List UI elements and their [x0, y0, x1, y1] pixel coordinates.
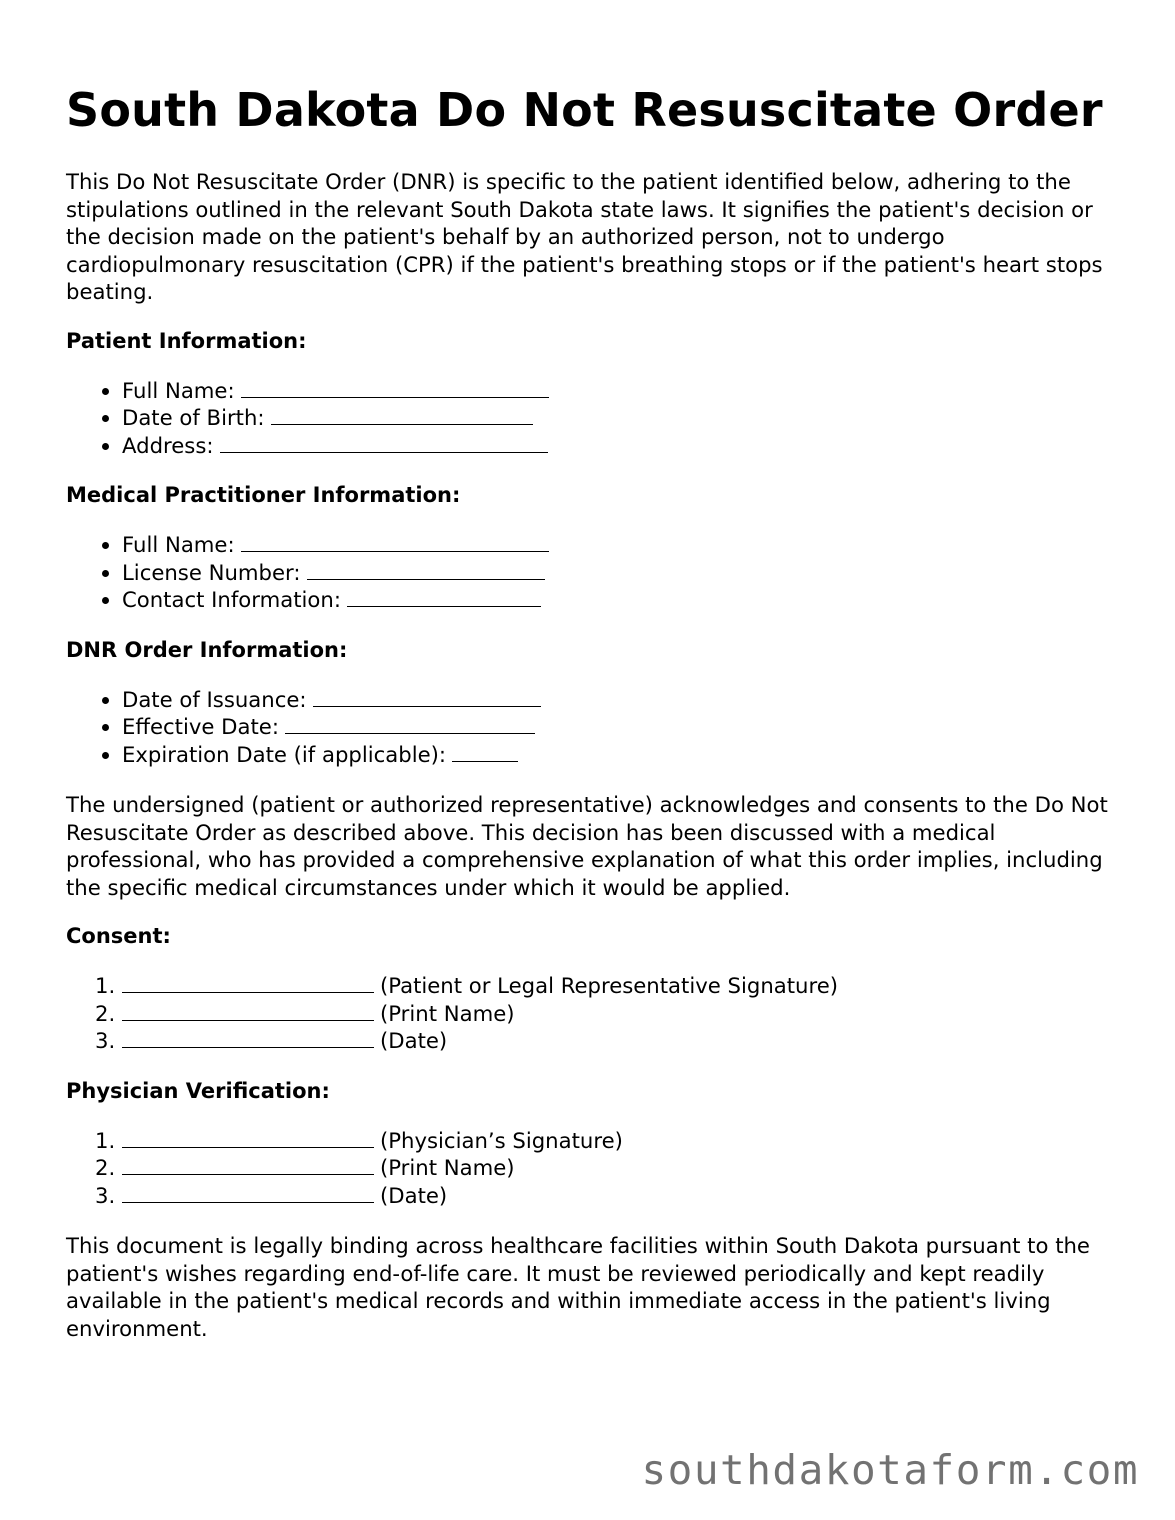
- practitioner-full-name-blank[interactable]: [241, 531, 549, 552]
- practitioner-fields: [66, 531, 1126, 614]
- dnr-heading: DNR Order Information:: [66, 637, 348, 662]
- consent-print-name-blank[interactable]: [122, 1000, 374, 1021]
- watermark: southdakotaform.com: [641, 1446, 1139, 1494]
- practitioner-contact-blank[interactable]: [347, 586, 541, 607]
- consent-date-blank[interactable]: [122, 1027, 374, 1048]
- dnr-issuance-field: • Date of Issuance:: [122, 686, 1126, 714]
- patient-fields: [66, 377, 1126, 460]
- patient-address-blank[interactable]: [220, 432, 548, 453]
- intro-paragraph: This Do Not Resuscitate Order (DNR) is specific to the patient identified below, adhering to the stipulations outlined in the relevant South Dakota state laws. It signifies the patient's decision or the decision made on the patient's behalf by an authorized person, not to undergo cardiopulmonary resuscitation (CPR) if the patient's breathing stops or if the patient's heart stops beating.: [66, 169, 1103, 304]
- dnr-expiration-field: • Expiration Date (if applicable):: [122, 741, 1126, 769]
- patient-heading: Patient Information:: [66, 328, 307, 353]
- patient-address-field: • Address:: [122, 432, 1126, 460]
- physician-heading: Physician Verification:: [66, 1078, 330, 1103]
- dnr-issuance-blank[interactable]: [313, 686, 541, 707]
- dnr-effective-blank[interactable]: [285, 713, 535, 734]
- consent-print-name-line: 2. (Print Name): [122, 1000, 1126, 1028]
- physician-lines: [66, 1127, 1126, 1210]
- practitioner-heading: Medical Practitioner Information:: [66, 483, 461, 507]
- patient-dob-field: • Date of Birth:: [122, 404, 1126, 432]
- physician-print-name-line: 2. (Print Name): [122, 1154, 1126, 1182]
- practitioner-full-name-field: • Full Name:: [122, 531, 1126, 559]
- dnr-expiration-blank[interactable]: [452, 741, 518, 762]
- patient-dob-blank[interactable]: [271, 404, 533, 425]
- practitioner-license-field: • License Number:: [122, 559, 1126, 587]
- acknowledgement-paragraph: The undersigned (patient or authorized representative) acknowledges and consents to the Do Not Resuscitate Order as described above. This decision has been discussed with a medical professional, who has provided a comprehensive explanation of what this order implies, including the specific medical circumstances under which it would be applied.: [66, 792, 1108, 900]
- practitioner-license-blank[interactable]: [307, 559, 545, 580]
- physician-signature-blank[interactable]: [122, 1127, 374, 1148]
- physician-date-line: 3. (Date): [122, 1182, 1126, 1210]
- consent-date-line: 3. (Date): [122, 1027, 1126, 1055]
- physician-print-name-blank[interactable]: [122, 1154, 374, 1175]
- physician-signature-line: 1. (Physician’s Signature): [122, 1127, 1126, 1155]
- physician-date-blank[interactable]: [122, 1182, 374, 1203]
- dnr-fields: [66, 686, 1126, 769]
- consent-signature-line: 1. (Patient or Legal Representative Signature): [122, 972, 1126, 1000]
- dnr-effective-field: • Effective Date:: [122, 713, 1126, 741]
- closing-paragraph: This document is legally binding across healthcare facilities within South Dakota pursuant to the patient's wishes regarding end-of-life care. It must be reviewed periodically and kept readily available in the patient's medical records and within immediate access in the patient's living environment.: [66, 1233, 1090, 1341]
- patient-full-name-field: • Full Name:: [122, 377, 1126, 405]
- practitioner-contact-field: • Contact Information:: [122, 586, 1126, 614]
- consent-heading: Consent:: [66, 924, 171, 948]
- consent-lines: [66, 972, 1126, 1055]
- page-title: South Dakota Do Not Resuscitate Order: [66, 83, 1103, 137]
- patient-full-name-blank[interactable]: [241, 377, 549, 398]
- consent-signature-blank[interactable]: [122, 972, 374, 993]
- document-page: [66, 78, 1126, 1364]
